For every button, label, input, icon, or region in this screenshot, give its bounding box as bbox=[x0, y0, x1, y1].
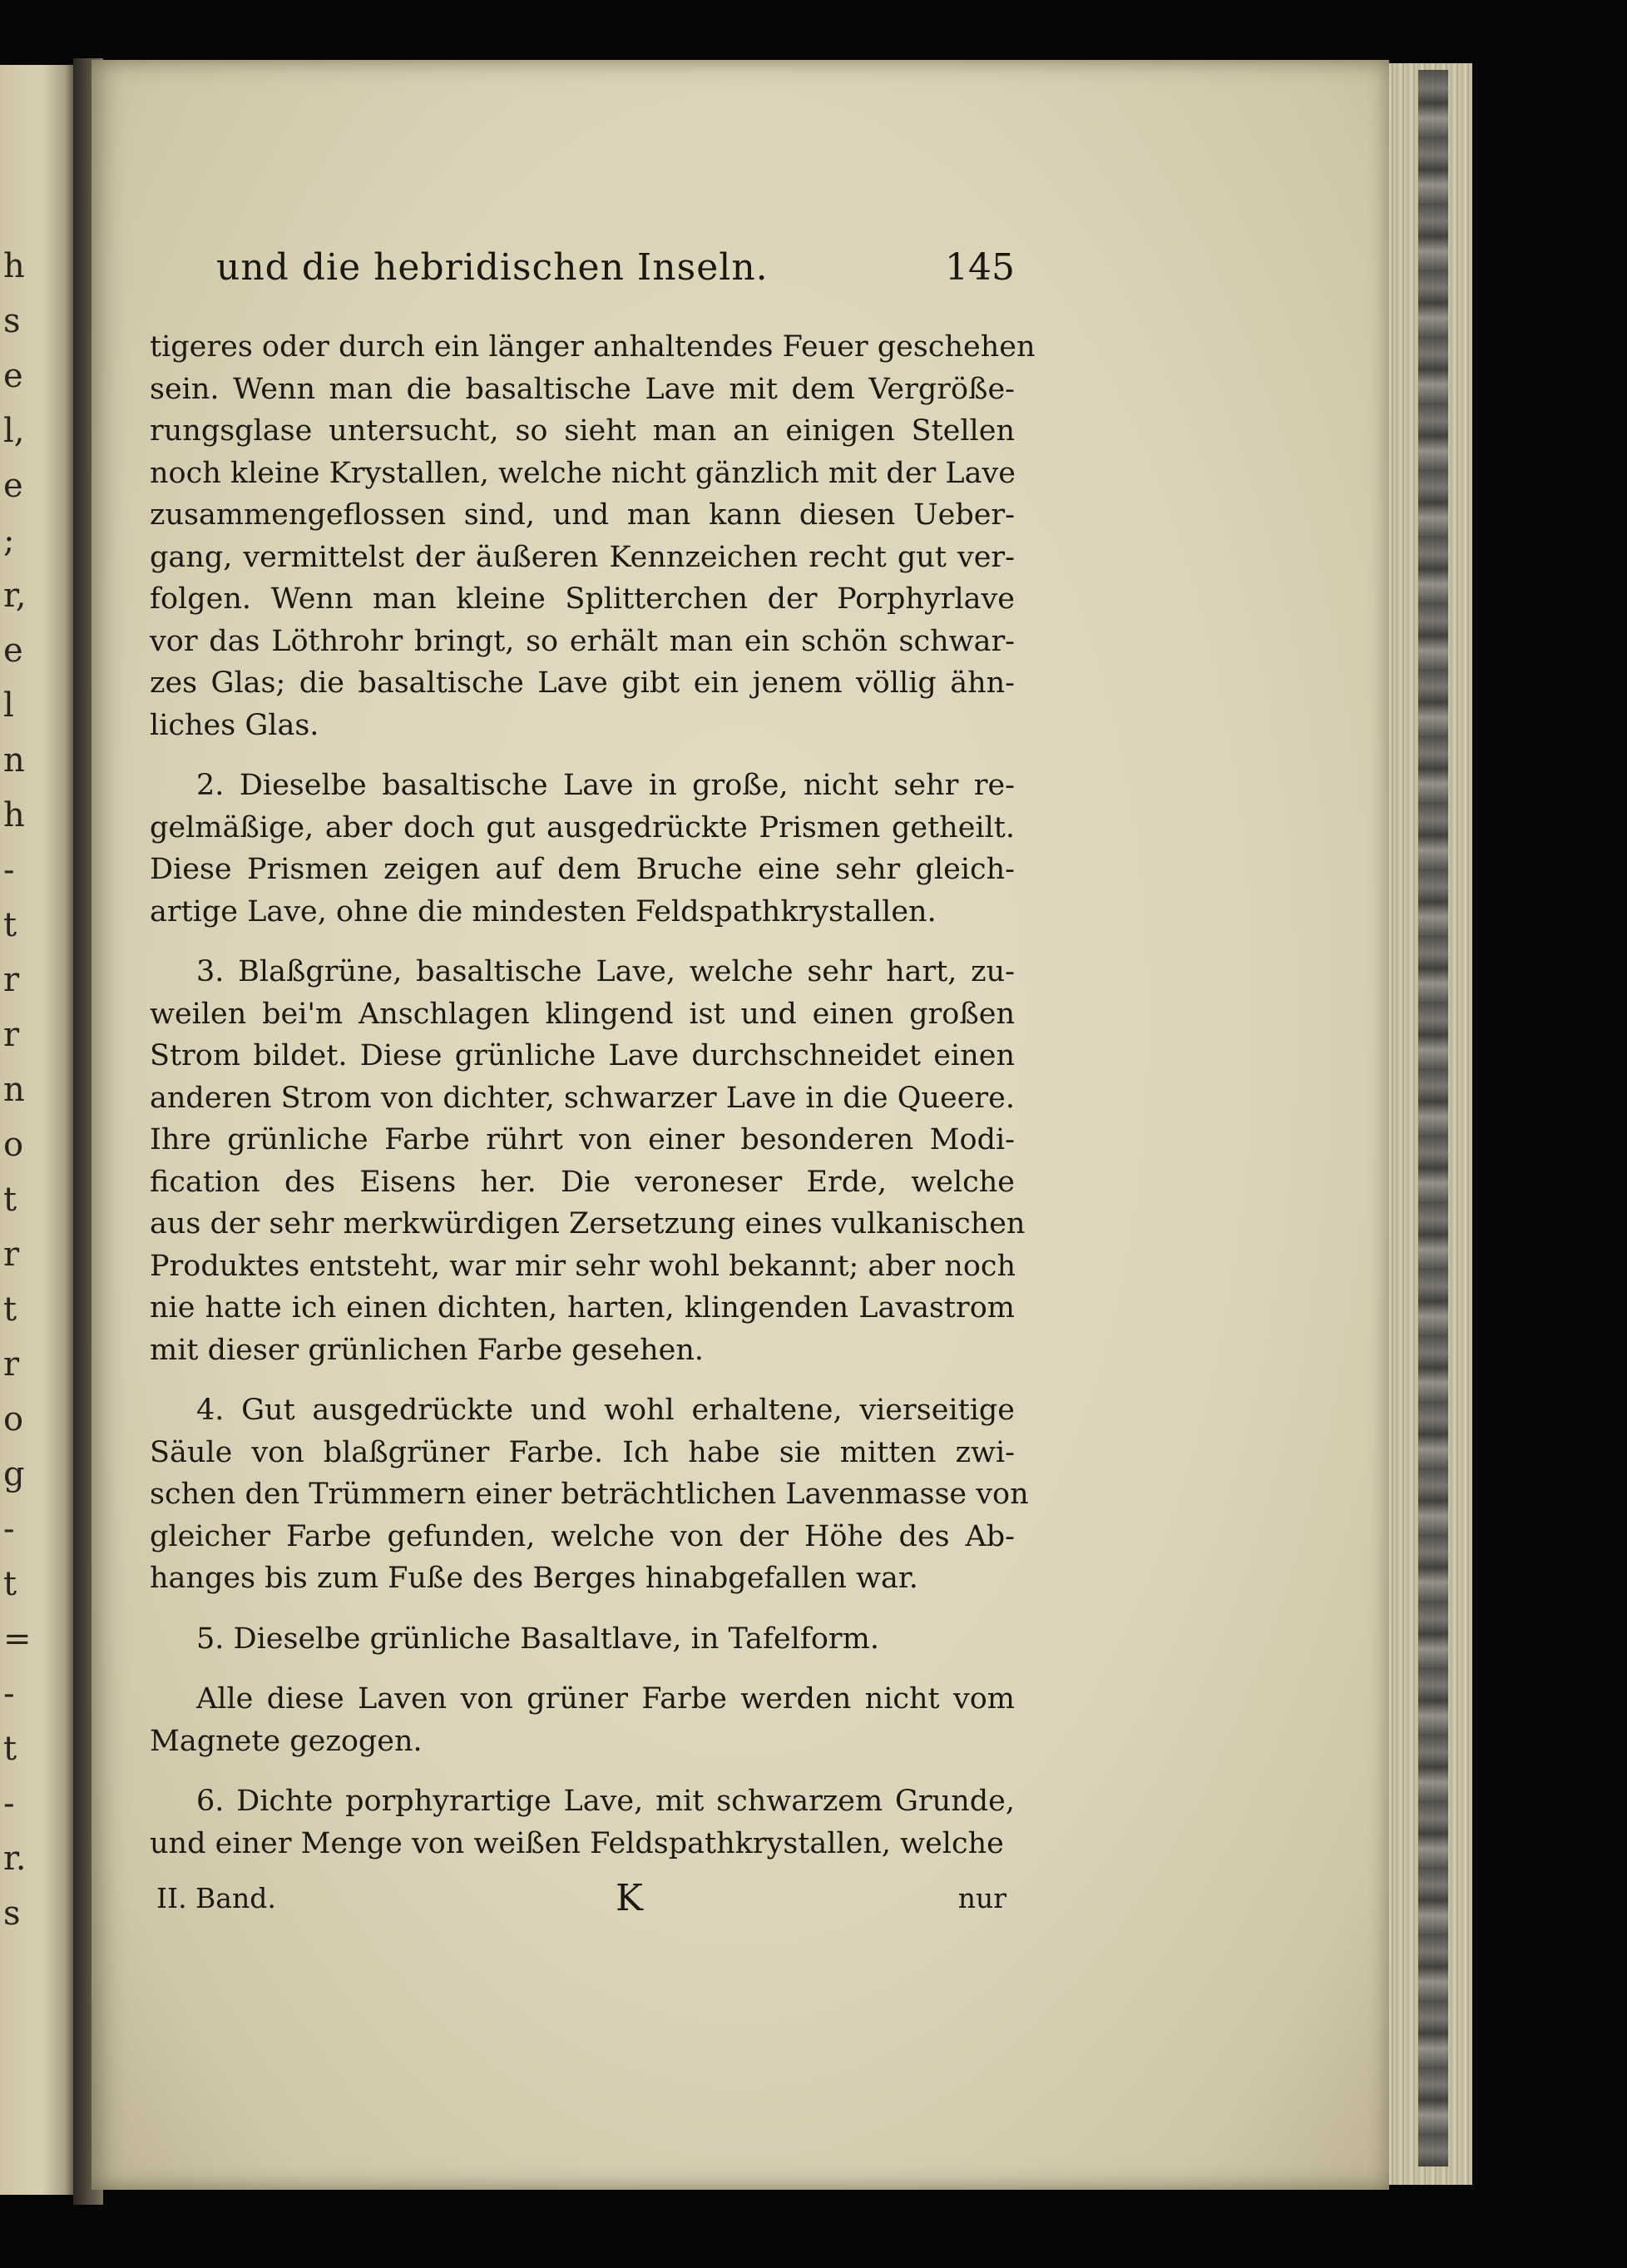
previous-page-char: e bbox=[3, 357, 23, 395]
text-line: Produktes entsteht, war mir sehr wohl bekannt; aber noch bbox=[150, 1249, 1016, 1283]
text-line: gang, vermittelst der äußeren Kennzeichen recht gut ver- bbox=[150, 540, 1015, 574]
previous-page-char: t bbox=[3, 1730, 17, 1768]
previous-page-char: r bbox=[3, 1345, 20, 1384]
paragraph bbox=[150, 1389, 1029, 1600]
text-line: rungsglase untersucht, so sieht man an einigen Stellen bbox=[150, 414, 1015, 448]
text-line: gleicher Farbe gefunden, welche von der Höhe des Ab- bbox=[150, 1519, 1015, 1553]
text-line: liches Glas. bbox=[150, 708, 319, 742]
text-line: 3. Blaßgrüne, basaltische Lave, welche sehr hart, zu- bbox=[196, 955, 1015, 988]
text-line: 2. Dieselbe basaltische Lave in große, nicht sehr re- bbox=[196, 769, 1015, 802]
text-line: zes Glas; die basaltische Lave gibt ein jenem völlig ähn- bbox=[150, 666, 1015, 700]
previous-page-char: e bbox=[3, 467, 23, 505]
running-head bbox=[150, 246, 1015, 300]
previous-page-char: t bbox=[3, 1290, 17, 1329]
text-line: 5. Dieselbe grünliche Basaltlave, in Tafelform. bbox=[196, 1622, 879, 1656]
previous-page-char: - bbox=[3, 851, 15, 889]
previous-page-char: - bbox=[3, 1785, 15, 1823]
previous-page-char: h bbox=[3, 796, 25, 834]
paragraph bbox=[150, 1678, 1015, 1762]
previous-page-char: l, bbox=[3, 412, 25, 450]
text-line: Säule von blaßgrüner Farbe. Ich habe sie mitten zwi- bbox=[150, 1435, 1015, 1469]
previous-page-char: = bbox=[3, 1620, 32, 1658]
text-line: folgen. Wenn man kleine Splitterchen der Porphyrlave bbox=[150, 582, 1015, 616]
text-line: schen den Trümmern einer beträchtlichen Lavenmasse von bbox=[150, 1478, 1029, 1511]
text-line: Strom bildet. Diese grünliche Lave durchschneidet einen bbox=[150, 1039, 1015, 1072]
previous-page-char: n bbox=[3, 741, 25, 780]
previous-page-char: - bbox=[3, 1510, 15, 1548]
text-line: noch kleine Krystallen, welche nicht gänzlich mit der Lave bbox=[150, 456, 1016, 490]
previous-page-char: t bbox=[3, 906, 17, 944]
previous-page-char: s bbox=[3, 302, 21, 340]
page-footer bbox=[150, 1877, 1015, 1924]
previous-page-char: r bbox=[3, 1236, 20, 1274]
previous-page-char: h bbox=[3, 247, 25, 285]
previous-page-char: s bbox=[3, 1894, 21, 1933]
text-line: mit dieser grünlichen Farbe gesehen. bbox=[150, 1333, 705, 1367]
text-line: aus der sehr merkwürdigen Zersetzung eines vulkanischen bbox=[150, 1207, 1026, 1240]
text-line: 4. Gut ausgedrückte und wohl erhaltene, vierseitige bbox=[196, 1394, 1015, 1427]
previous-page-char: r bbox=[3, 1016, 20, 1054]
page-number: 145 bbox=[945, 246, 1015, 289]
previous-page-char: r, bbox=[3, 577, 27, 615]
previous-page-char: g bbox=[3, 1455, 25, 1493]
text-line: tigeres oder durch ein länger anhaltendes Feuer geschehen bbox=[150, 330, 1036, 364]
paragraph-gap bbox=[150, 1660, 1015, 1678]
paragraph-gap bbox=[150, 1600, 1015, 1618]
text-line: weilen bei'm Anschlagen klingend ist und einen großen bbox=[150, 997, 1015, 1031]
marbled-cover-edge bbox=[1418, 70, 1448, 2166]
body-text bbox=[150, 326, 1036, 1864]
previous-page-char: o bbox=[3, 1126, 24, 1164]
previous-page-char: t bbox=[3, 1181, 17, 1219]
paragraph bbox=[150, 1618, 1015, 1661]
previous-page-char: o bbox=[3, 1400, 24, 1439]
previous-page-char: e bbox=[3, 631, 23, 670]
catchword: nur bbox=[957, 1882, 1006, 1914]
text-line: fication des Eisens her. Die veroneser Erde, welche bbox=[150, 1165, 1015, 1199]
running-head-title: und die hebridischen Inseln. bbox=[216, 246, 769, 289]
previous-page-char: l bbox=[3, 686, 14, 725]
previous-page-char: ; bbox=[3, 522, 15, 560]
text-line: Magnete gezogen. bbox=[150, 1724, 423, 1758]
text-line: gelmäßige, aber doch gut ausgedrückte Prismen getheilt. bbox=[150, 810, 1015, 844]
paragraph-gap bbox=[150, 746, 1015, 765]
text-line: Diese Prismen zeigen auf dem Bruche eine sehr gleich- bbox=[150, 853, 1015, 886]
paragraph-gap bbox=[150, 933, 1015, 951]
text-line: 6. Dichte porphyrartige Lave, mit schwarzem Grunde, bbox=[196, 1785, 1015, 1818]
text-line: zusammengeflossen sind, und man kann diesen Ueber- bbox=[150, 498, 1015, 532]
paragraph bbox=[150, 951, 1026, 1371]
previous-page-char: r bbox=[3, 961, 20, 999]
previous-page-char: - bbox=[3, 1675, 15, 1713]
signature-mark: K bbox=[616, 1877, 643, 1919]
signature: II. Band. bbox=[156, 1882, 276, 1914]
text-line: Ihre grünliche Farbe rührt von einer besonderen Modi- bbox=[150, 1123, 1015, 1156]
previous-page-edge bbox=[0, 65, 77, 2195]
paragraph bbox=[150, 326, 1036, 746]
paragraph bbox=[150, 1780, 1015, 1864]
paragraph-gap bbox=[150, 1762, 1015, 1780]
text-line: anderen Strom von dichter, schwarzer Lave in die Queere. bbox=[150, 1081, 1015, 1115]
text-line: und einer Menge von weißen Feldspathkrystallen, welche bbox=[150, 1826, 1004, 1860]
text-line: vor das Löthrohr bringt, so erhält man ein schön schwar- bbox=[150, 624, 1015, 658]
paragraph-gap bbox=[150, 1371, 1015, 1389]
text-line: nie hatte ich einen dichten, harten, klingenden Lavastrom bbox=[150, 1291, 1015, 1325]
text-line: Alle diese Laven von grüner Farbe werden nicht vom bbox=[196, 1682, 1015, 1716]
text-line: sein. Wenn man die basaltische Lave mit dem Vergröße- bbox=[150, 372, 1015, 406]
previous-page-char: r. bbox=[3, 1840, 27, 1878]
text-line: artige Lave, ohne die mindesten Feldspathkrystallen. bbox=[150, 894, 937, 928]
previous-page-char: n bbox=[3, 1071, 25, 1109]
previous-page-char: t bbox=[3, 1565, 17, 1603]
paragraph bbox=[150, 765, 1015, 933]
text-line: hanges bis zum Fuße des Berges hinabgefallen war. bbox=[150, 1562, 918, 1595]
